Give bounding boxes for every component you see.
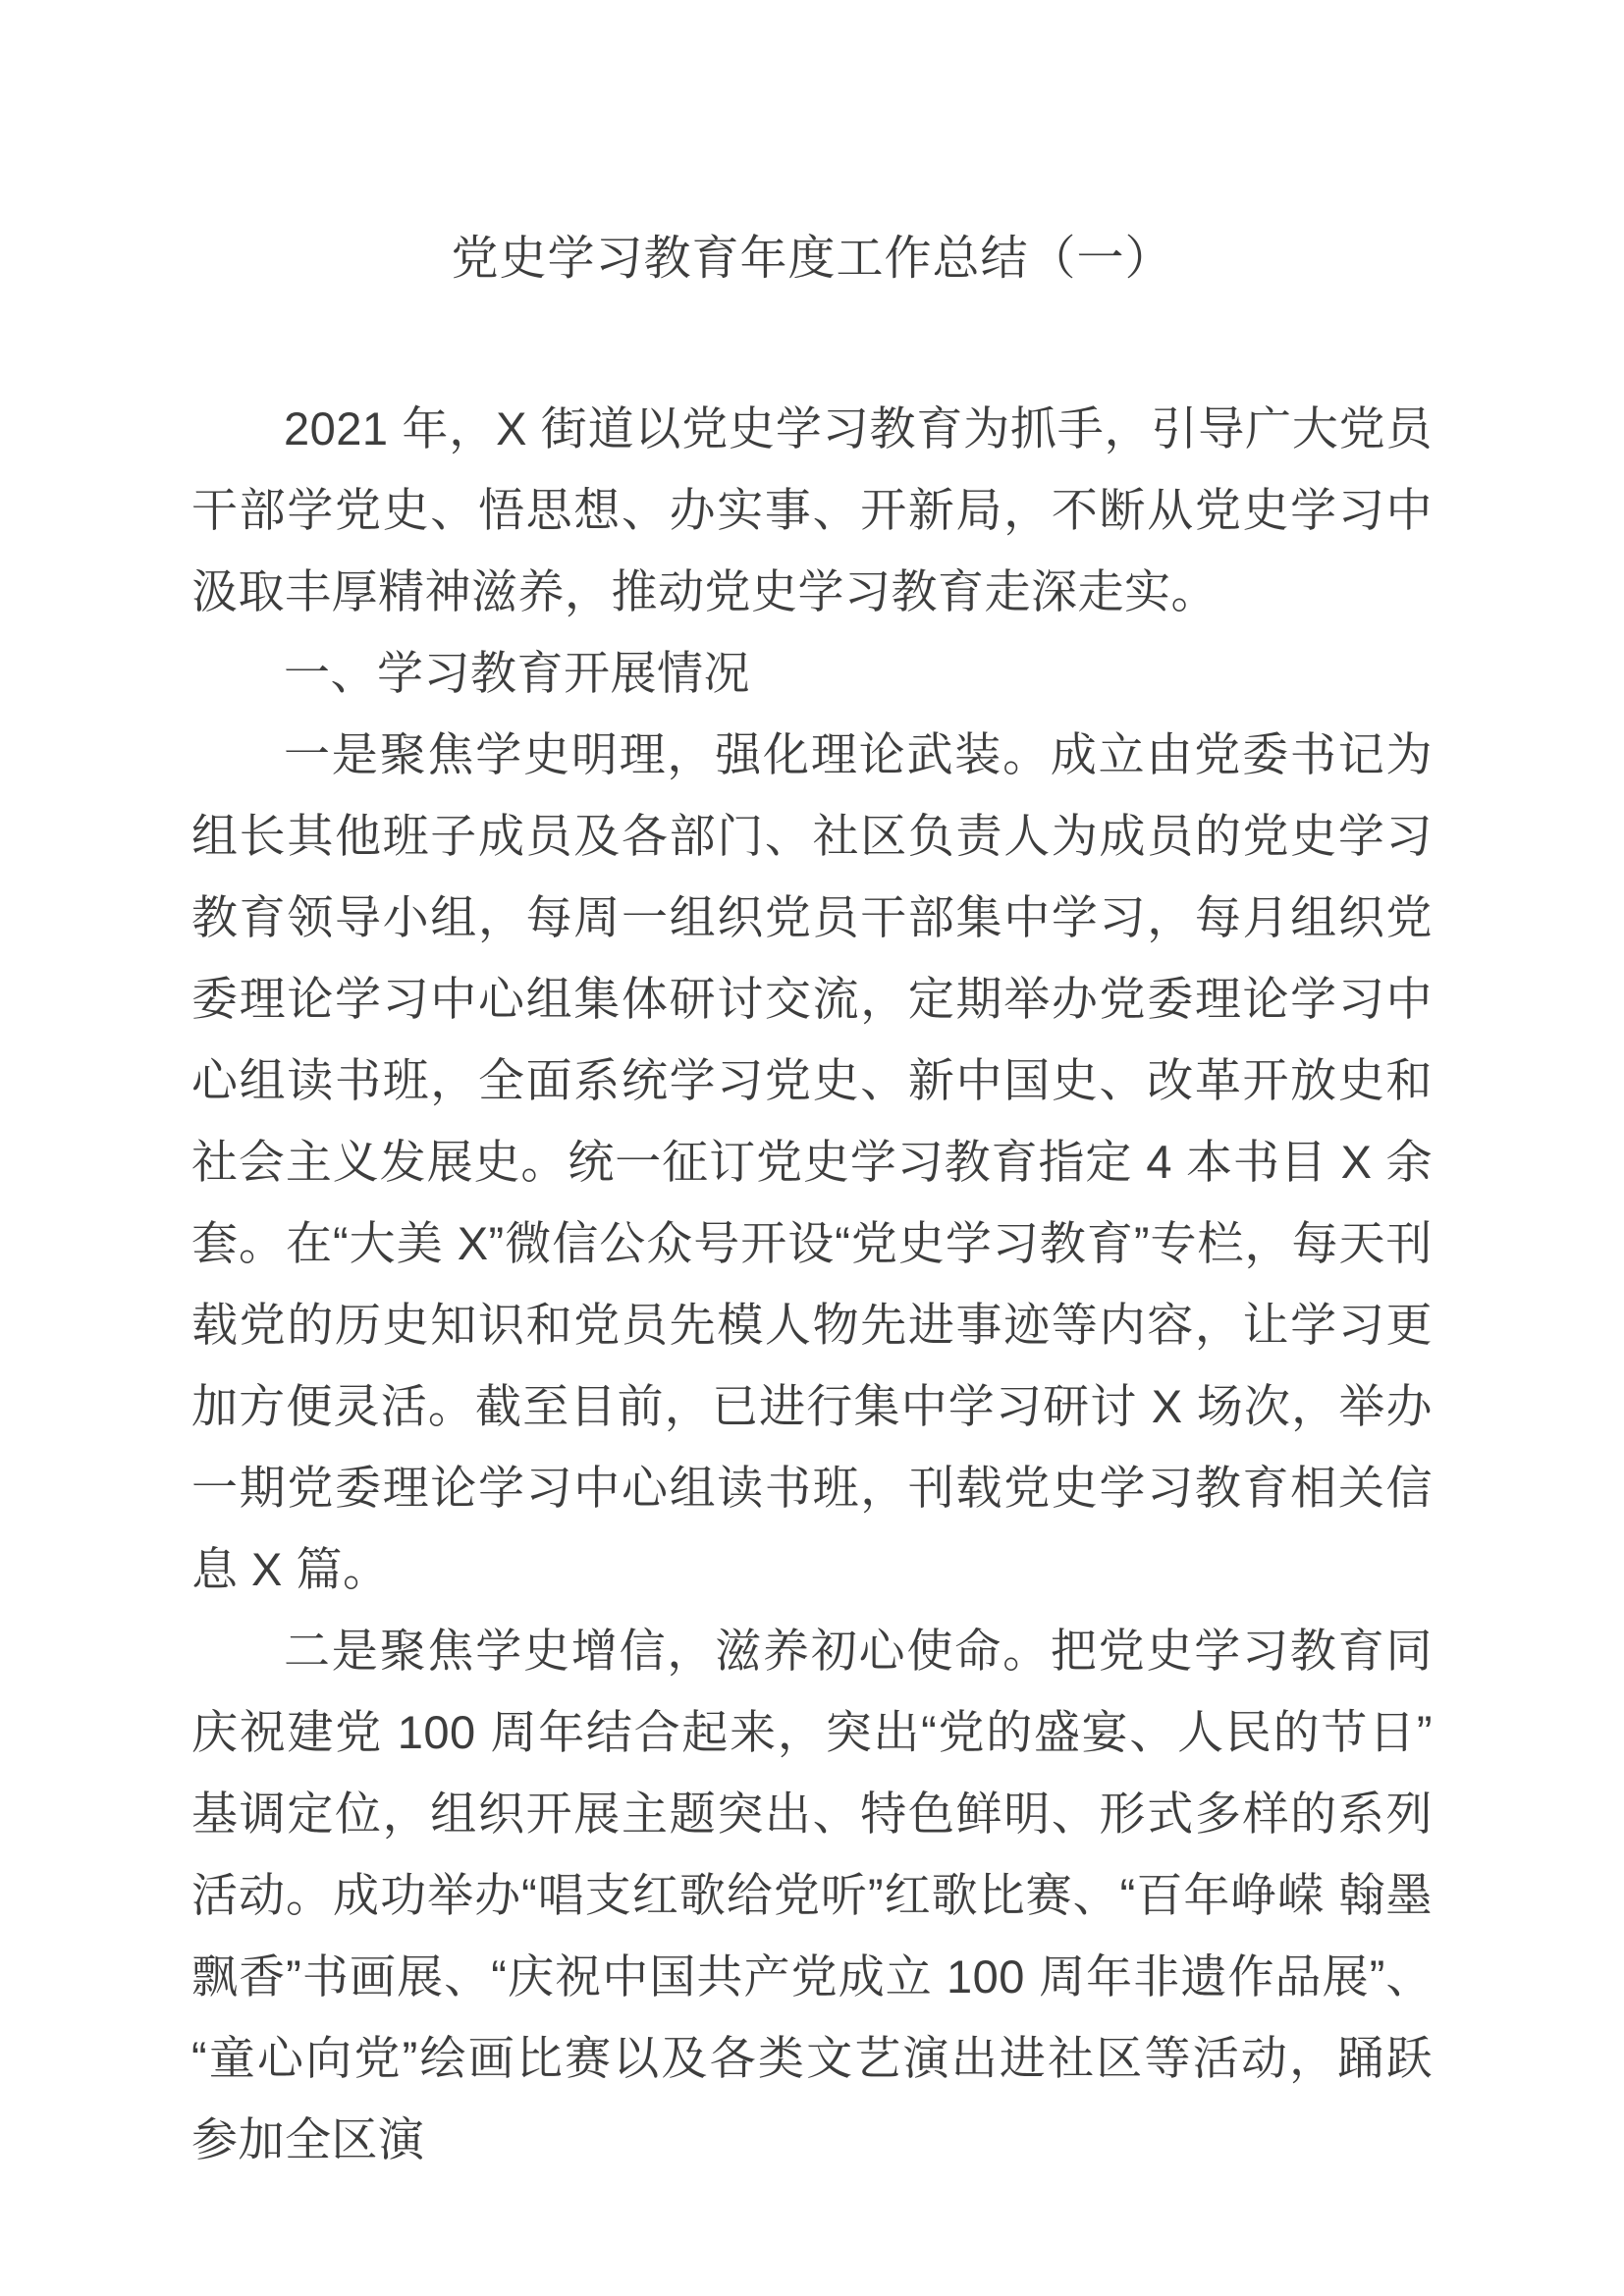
document-title: 党史学习教育年度工作总结（一） <box>451 233 1173 285</box>
section-heading: 一、学习教育开展情况 <box>284 647 750 699</box>
document-content <box>191 0 1433 2180</box>
paragraph-point-one: 一是聚焦学史明理，强化理论武装。成立由党委书记为组长其他班子成员及各部门、社区负责人为成员的党史学习教育领导小组，每周一组织党员干部集中学习，每月组织党委理论学习中心组集体研讨交流，定期举办党委理论学习中心组读书班，全面系统学习党史、新中国史、改革开放史和社会主义发展史。统一征订党史学习教育指定 4 本书目 X 余套。在“大美 X”微信公众号开设“党史学习教育”专栏，每天刊载党的历史知识和党员先模人物先进事迹等内容，让学习更加方便灵活。截至目前，已进行集中学习研讨 X 场次，举办一期党委理论学习中心组读书班，刊载党史学习教育相关信息 X 篇。 <box>191 728 1433 1595</box>
paragraph-intro: 2021 年，X 街道以党史学习教育为抓手，引导广大党员干部学党史、悟思想、办实事、开新局，不断从党史学习中汲取丰厚精神滋养，推动党史学习教育走深走实。 <box>191 402 1433 617</box>
paragraph-point-two: 二是聚焦学史增信，滋养初心使命。把党史学习教育同庆祝建党 100 周年结合起来，突出“党的盛宴、人民的节日”基调定位，组织开展主题突出、特色鲜明、形式多样的系列活动。成功举办“唱支红歌给党听”红歌比赛、“百年峥嵘 翰墨飘香”书画展、“庆祝中国共产党成立 100 周年非遗作品展”、“童心向党”绘画比赛以及各类文艺演出进社区等活动，踊跃参加全区演 <box>191 1625 1433 2165</box>
